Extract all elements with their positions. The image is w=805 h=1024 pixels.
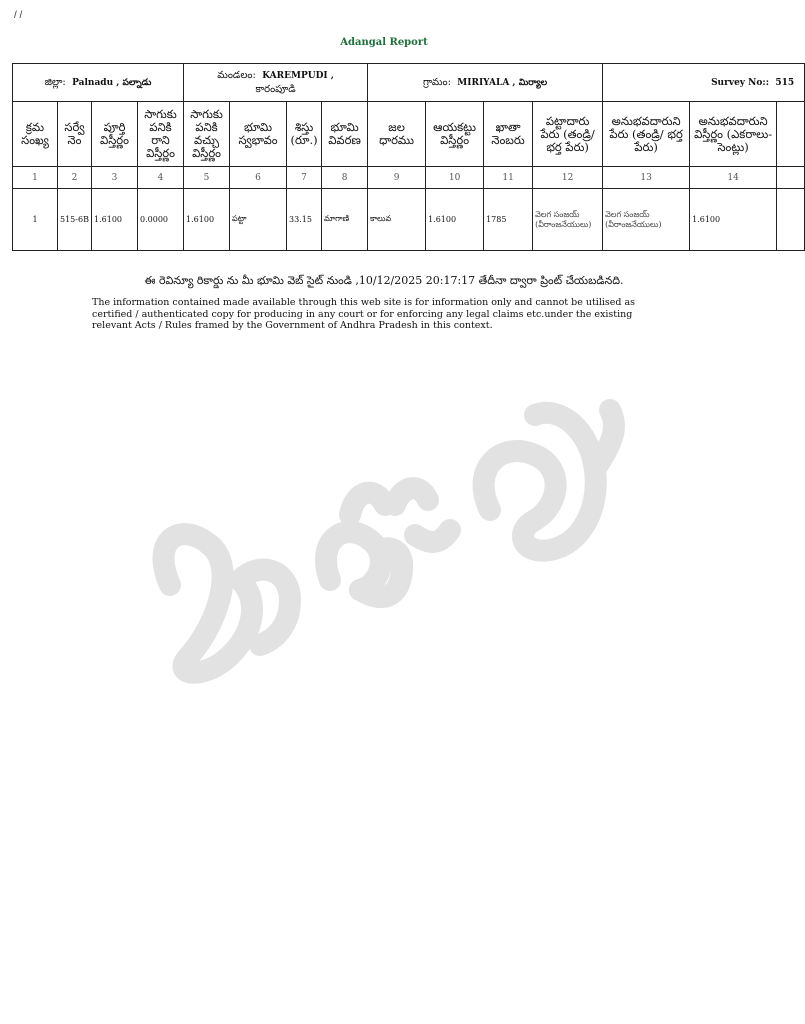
enjoyer-father: (వీరాంజనేయులు) xyxy=(605,219,662,229)
report-title: Adangal Report xyxy=(340,37,428,48)
disclaimer-text: The information contained made available through this web site is for information only and cannot be utilised as certified / authenticated copy for producing in any court or for enforcing any legal claims etc.under the existing relevant Acts / Rules framed by the Government of Andhra Pradesh in this context. xyxy=(92,297,636,331)
column-number: 13 xyxy=(603,167,690,189)
survey-label: Survey No:: xyxy=(711,77,770,88)
column-header: క్రమ సంఖ్య xyxy=(13,102,58,167)
column-number: 10 xyxy=(426,167,484,189)
village-label: గ్రామం: xyxy=(423,76,451,88)
district-cell xyxy=(13,64,184,102)
adangal-table xyxy=(12,63,805,251)
total-area-cell: 1.6100 xyxy=(92,189,138,251)
data-cell-empty xyxy=(777,189,805,251)
cultivable-area-cell: 1.6100 xyxy=(184,189,230,251)
pattadar-name-cell xyxy=(533,189,603,251)
column-number-empty xyxy=(777,167,805,189)
location-header-row xyxy=(13,64,805,102)
ayacut-area-cell: 1.6100 xyxy=(426,189,484,251)
pattadar-name: వెలగ సంజయ్ xyxy=(535,209,580,219)
column-number: 11 xyxy=(484,167,533,189)
column-number: 2 xyxy=(58,167,92,189)
water-source-cell: కాలువ xyxy=(368,189,426,251)
column-number: 1 xyxy=(13,167,58,189)
land-description-cell: మాగాణి xyxy=(322,189,368,251)
table-row xyxy=(13,189,805,251)
column-header: భూమి స్వభావం xyxy=(230,102,287,167)
land-nature-cell: పట్టా xyxy=(230,189,287,251)
survey-value: 515 xyxy=(775,77,795,88)
column-header: భూమి వివరణ xyxy=(322,102,368,167)
mandal-cell xyxy=(184,64,368,102)
uncultivable-area-cell: 0.0000 xyxy=(138,189,184,251)
column-number: 12 xyxy=(533,167,603,189)
pattadar-father: (వీరాంజనేయులు) xyxy=(535,219,592,229)
column-header: సర్వే నెం xyxy=(58,102,92,167)
column-header: అనుభవదారుని విస్తీర్ణం (ఎకరాలు-సెంట్లు) xyxy=(690,102,777,167)
mandal-value: KAREMPUDI , xyxy=(262,70,334,81)
khata-no-cell: 1785 xyxy=(484,189,533,251)
column-number: 7 xyxy=(287,167,322,189)
column-header: శిస్తు (రూ.) xyxy=(287,102,322,167)
column-number: 6 xyxy=(230,167,287,189)
column-header-row xyxy=(13,102,805,167)
print-footer-telugu: ఈ రెవిన్యూ రికార్డు ను మీ భూమి వెబ్ సైట్ నుండి ,10/12/2025 20:17:17 తేదీనా ద్వారా ప్రింట్ చేయబడినది. xyxy=(144,274,624,287)
district-label: జిల్లా: xyxy=(44,76,66,88)
column-header: పట్టాదారు పేరు (తండ్రి/భర్త పేరు) xyxy=(533,102,603,167)
column-header: సాగుకు పనికి రాని విస్తీర్ణం xyxy=(138,102,184,167)
enjoyer-name-cell xyxy=(603,189,690,251)
column-header: ఆయకట్టు విస్తీర్ణం xyxy=(426,102,484,167)
district-value: Palnadu , పల్నాడు xyxy=(72,77,152,88)
column-number-row xyxy=(13,167,805,189)
serial-cell: 1 xyxy=(13,189,58,251)
column-header: జల ధారము xyxy=(368,102,426,167)
top-mark: / / xyxy=(14,10,23,21)
column-number: 4 xyxy=(138,167,184,189)
column-number: 14 xyxy=(690,167,777,189)
column-header-empty xyxy=(777,102,805,167)
tax-cell: 33.15 xyxy=(287,189,322,251)
mandal-label: మండలం: xyxy=(217,69,256,81)
column-header: పూర్తి విస్తీర్ణం xyxy=(92,102,138,167)
column-number: 8 xyxy=(322,167,368,189)
village-value: MIRIYALA , మిర్యాల xyxy=(457,77,548,88)
column-number: 5 xyxy=(184,167,230,189)
column-header: అనుభవదారుని పేరు (తండ్రి/ భర్త పేరు) xyxy=(603,102,690,167)
village-cell xyxy=(368,64,603,102)
meebhoomi-watermark-icon xyxy=(140,370,640,690)
column-header: ఖాతా నెంబరు xyxy=(484,102,533,167)
survey-cell xyxy=(603,64,805,102)
column-header: సాగుకు పనికి వచ్చు విస్తీర్ణం xyxy=(184,102,230,167)
mandal-value-telugu: కారంపూడి xyxy=(255,83,296,95)
column-number: 3 xyxy=(92,167,138,189)
enjoyer-name: వెలగ సంజయ్ xyxy=(605,209,650,219)
survey-no-cell: 515-6B xyxy=(58,189,92,251)
enjoyer-area-cell: 1.6100 xyxy=(690,189,777,251)
column-number: 9 xyxy=(368,167,426,189)
